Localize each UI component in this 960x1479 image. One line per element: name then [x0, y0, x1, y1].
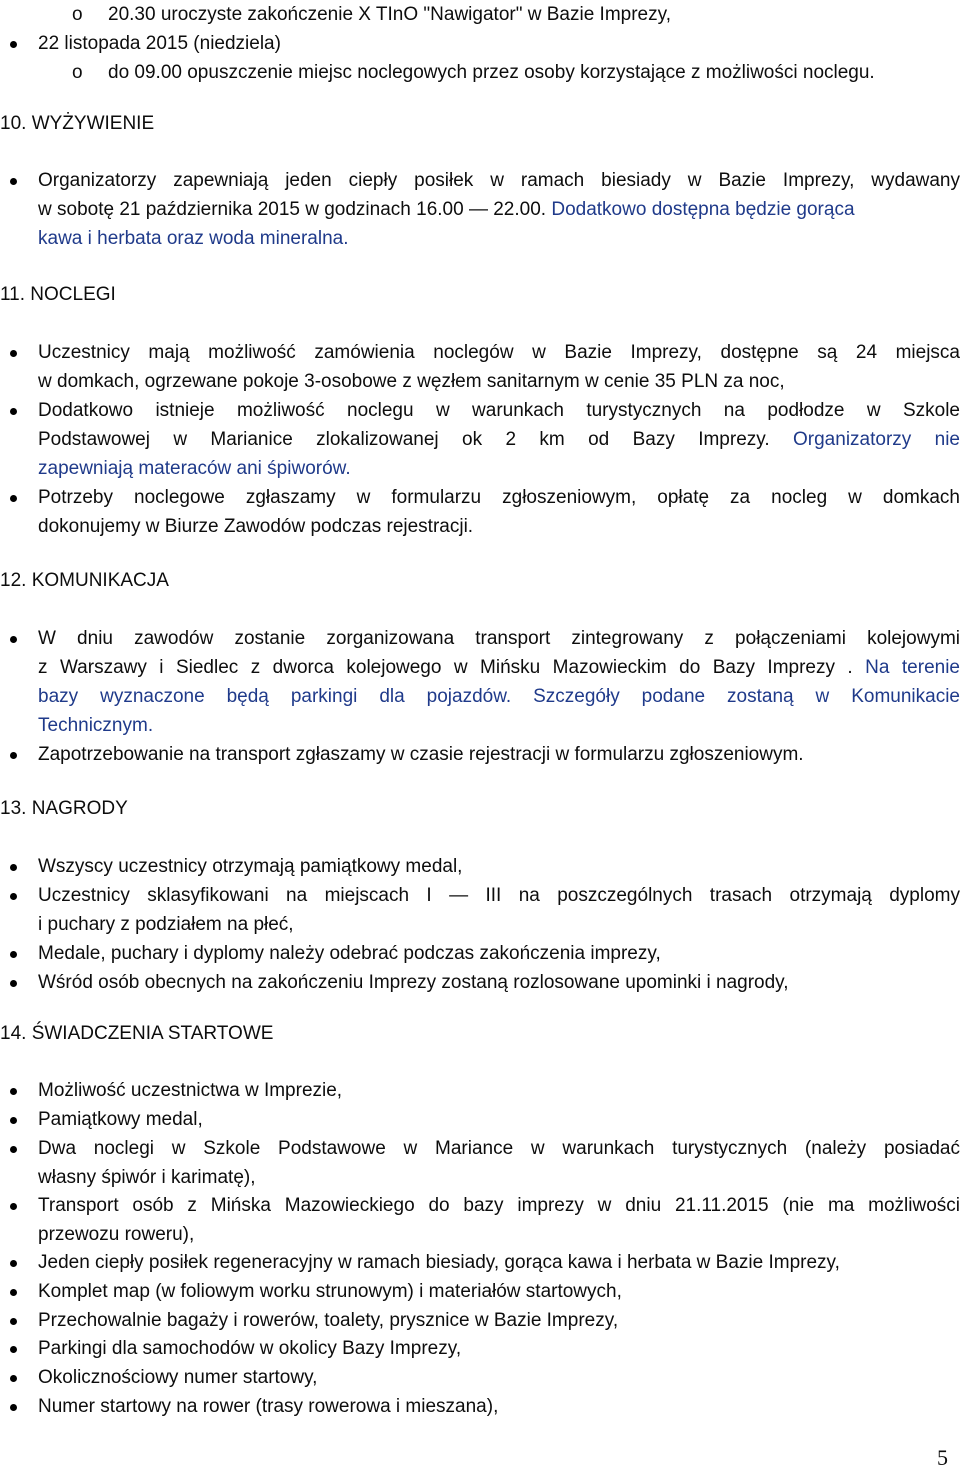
paragraph-line: z Warszawy i Siedlec z dworca kolejowego w Mińsku Mazowieckim do Bazy Imprezy . Na terenie: [38, 657, 960, 678]
paragraph-line: w sobotę 21 października 2015 w godzinach 16.00 — 22.00. Dodatkowo dostępna będzie gorąca: [38, 199, 855, 220]
paragraph-line: Okolicznościowy numer startowy,: [38, 1367, 318, 1388]
paragraph-line: kawa i herbata oraz woda mineralna.: [38, 228, 349, 249]
paragraph-line: Parkingi dla samochodów w okolicy Bazy Imprezy,: [38, 1338, 462, 1359]
bullet-marker: [10, 1404, 17, 1411]
paragraph-line: Podstawowej w Marianice zlokalizowanej ok 2 km od Bazy Imprezy. Organizatorzy nie: [38, 429, 960, 450]
bullet-marker: [10, 1146, 17, 1153]
bullet-marker: [10, 1375, 17, 1382]
paragraph-line: Zapotrzebowanie na transport zgłaszamy w czasie rejestracji w formularzu zgłoszeniowym.: [38, 744, 804, 765]
bullet-marker: [10, 980, 17, 987]
paragraph-line: Organizatorzy zapewniają jeden ciepły posiłek w ramach biesiady w Bazie Imprezy, wydawany: [38, 170, 960, 191]
paragraph-line: Numer startowy na rower (trasy rowerowa i mieszana),: [38, 1396, 499, 1417]
bullet-marker: [10, 1289, 17, 1296]
paragraph-line: Uczestnicy mają możliwość zamówienia noclegów w Bazie Imprezy, dostępne są 24 miejsca: [38, 342, 960, 363]
paragraph-line: bazy wyznaczone będą parkingi dla pojazdów. Szczegóły podane zostaną w Komunikacie: [38, 686, 960, 707]
section-heading-noclegi: 11. NOCLEGI: [0, 284, 116, 305]
section-heading-komunikacja: 12. KOMUNIKACJA: [0, 570, 169, 591]
paragraph-line: Technicznym.: [38, 715, 154, 736]
bullet-marker: [10, 1088, 17, 1095]
paragraph-line: Potrzeby noclegowe zgłaszamy w formularzu zgłoszeniowym, opłatę za nocleg w domkach: [38, 487, 960, 508]
paragraph-line: Dodatkowo istnieje możliwość noclegu w warunkach turystycznych na podłodze w Szkole: [38, 400, 960, 421]
bullet-marker: [10, 752, 17, 759]
schedule-line: do 09.00 opuszczenie miejsc noclegowych przez osoby korzystające z możliwości noclegu.: [108, 62, 875, 83]
bullet-marker: [10, 893, 17, 900]
paragraph-line: zapewniają materaców ani śpiworów.: [38, 458, 351, 479]
bullet-marker: [10, 495, 17, 502]
section-heading-swiadczenia: 14. ŚWIADCZENIA STARTOWE: [0, 1023, 274, 1044]
paragraph-line: Pamiątkowy medal,: [38, 1109, 203, 1130]
paragraph-line: własny śpiwór i karimatę),: [38, 1167, 256, 1188]
bullet-marker: [10, 408, 17, 415]
section-heading-wyzywienie: 10. WYŻYWIENIE: [0, 113, 155, 134]
paragraph-line: Wszyscy uczestnicy otrzymają pamiątkowy medal,: [38, 856, 463, 877]
bullet-marker: [10, 1260, 17, 1267]
section-heading-nagrody: 13. NAGRODY: [0, 798, 128, 819]
bullet-marker: [10, 350, 17, 357]
paragraph-line: Przechowalnie bagaży i rowerów, toalety, prysznice w Bazie Imprezy,: [38, 1310, 619, 1331]
bullet-marker: [10, 636, 17, 643]
page-number: 5: [937, 1445, 948, 1470]
schedule-line: 20.30 uroczyste zakończenie X TInO "Nawigator" w Bazie Imprezy,: [108, 4, 671, 25]
paragraph-line: Możliwość uczestnictwa w Imprezie,: [38, 1080, 343, 1101]
bullet-marker: [10, 1318, 17, 1325]
sub-bullet-marker: o: [72, 62, 83, 83]
paragraph-line: i puchary z podziałem na płeć,: [38, 914, 294, 935]
bullet-marker: [10, 1117, 17, 1124]
paragraph-line: dokonujemy w Biurze Zawodów podczas rejestracji.: [38, 516, 474, 537]
bullet-marker: [10, 1203, 17, 1210]
paragraph-line: przewozu roweru),: [38, 1224, 195, 1245]
paragraph-line: Komplet map (w foliowym worku strunowym) i materiałów startowych,: [38, 1281, 622, 1302]
paragraph-line: Jeden ciepły posiłek regeneracyjny w ramach biesiady, gorąca kawa i herbata w Bazie Imprezy,: [38, 1252, 840, 1273]
bullet-marker: [10, 1346, 17, 1353]
paragraph-line: w domkach, ogrzewane pokoje 3-osobowe z węzłem sanitarnym w cenie 35 PLN za noc,: [38, 371, 785, 392]
bullet-marker: [10, 178, 17, 185]
paragraph-line: Medale, puchary i dyplomy należy odebrać podczas zakończenia imprezy,: [38, 943, 661, 964]
paragraph-line: W dniu zawodów zostanie zorganizowana transport zintegrowany z połączeniami kolejowymi: [38, 628, 960, 649]
sub-bullet-marker: o: [72, 4, 83, 25]
paragraph-line: Wśród osób obecnych na zakończeniu Imprezy zostaną rozlosowane upominki i nagrody,: [38, 972, 789, 993]
paragraph-line: Transport osób z Mińska Mazowieckiego do bazy imprezy w dniu 21.11.2015 (nie ma możliwości: [38, 1195, 960, 1216]
schedule-date-line: 22 listopada 2015 (niedziela): [38, 33, 281, 54]
paragraph-line: Dwa noclegi w Szkole Podstawowe w Mariance w warunkach turystycznych (należy posiadać: [38, 1138, 960, 1159]
paragraph-line: Uczestnicy sklasyfikowani na miejscach I — III na poszczególnych trasach otrzymają dyplomy: [38, 885, 960, 906]
bullet-marker: [10, 41, 17, 48]
bullet-marker: [10, 864, 17, 871]
bullet-marker: [10, 951, 17, 958]
